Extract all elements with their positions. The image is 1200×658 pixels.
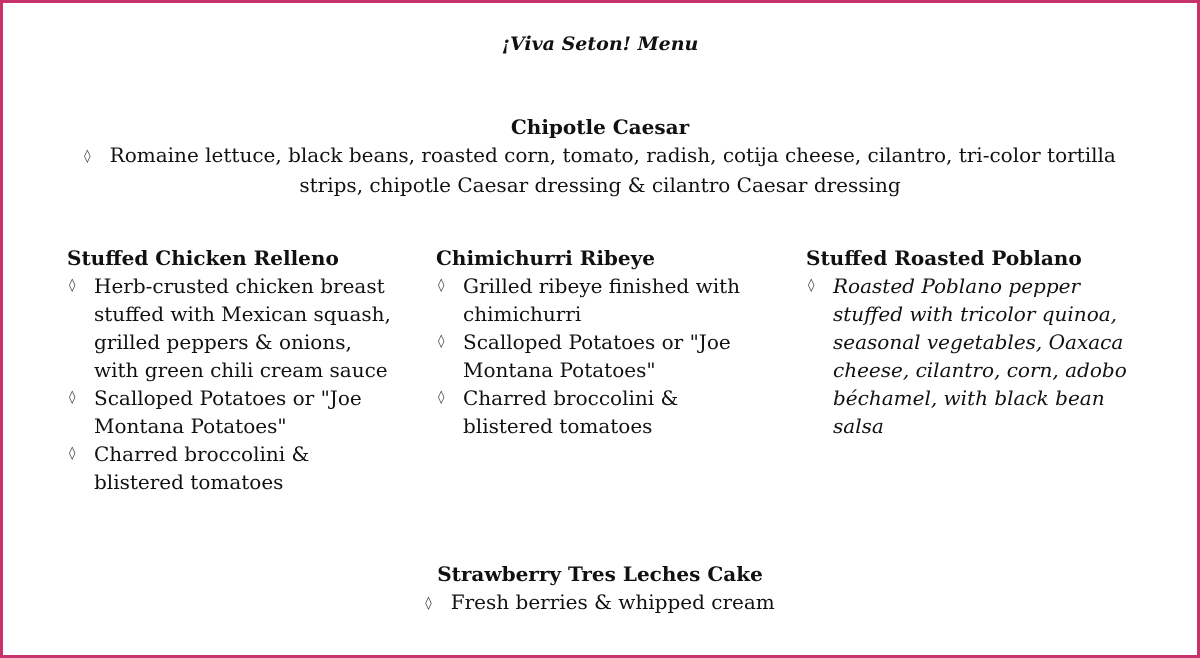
dessert-description: Fresh berries & whipped cream [450,590,775,614]
salad-description: Romaine lettuce, black beans, roasted corn, tomato, radish, cotija cheese, cilantro, tri-color tortilla strips, chipotle Caesar dressing & cilantro Caesar dressing [109,143,1116,197]
entree-column-poblano [806,244,1146,440]
entree-item-list [67,272,397,496]
diamond-bullet-icon: ◊ [438,390,445,405]
entree-item-list [806,272,1146,440]
entree-item-text: Roasted Poblano pepper stuffed with tricolor quinoa, seasonal vegetables, Oaxaca cheese, cilantro, corn, adobo béchamel, with black bean salsa [833,274,1127,438]
dessert-title: Strawberry Tres Leches Cake [437,562,763,586]
diamond-bullet-icon: ◊ [438,334,445,349]
salad-title: Chipotle Caesar [510,115,690,139]
list-item [436,384,766,440]
salad-description-line [70,141,1130,199]
entree-item-text: Charred broccolini & blistered tomatoes [463,386,679,438]
diamond-bullet-icon: ◊ [84,149,91,164]
list-item [67,272,397,384]
entree-item-text: Charred broccolini & blistered tomatoes [94,442,310,494]
diamond-bullet-icon: ◊ [69,446,76,461]
salad-section [3,113,1197,199]
list-item [436,328,766,384]
list-item [67,384,397,440]
list-item [67,440,397,496]
entree-item-list [436,272,766,440]
dessert-section [3,560,1197,618]
diamond-bullet-icon: ◊ [69,278,76,293]
entree-title: Chimichurri Ribeye [436,246,655,270]
menu-title: ¡Viva Seton! Menu [501,33,699,55]
diamond-bullet-icon: ◊ [425,596,432,611]
diamond-bullet-icon: ◊ [438,278,445,293]
entree-item-text: Herb-crusted chicken breast stuffed with Mexican squash, grilled peppers & onions, with green chili cream sauce [94,274,391,382]
entree-title: Stuffed Chicken Relleno [67,246,339,270]
diamond-bullet-icon: ◊ [69,390,76,405]
entree-item-text: Grilled ribeye finished with chimichurri [463,274,741,326]
dessert-description-line [3,588,1197,618]
list-item [436,272,766,328]
entree-item-text: Scalloped Potatoes or "Joe Montana Potatoes" [94,386,362,438]
entree-item-text: Scalloped Potatoes or "Joe Montana Potatoes" [463,330,731,382]
list-item [806,272,1146,440]
diamond-bullet-icon: ◊ [808,278,815,293]
entree-title: Stuffed Roasted Poblano [806,246,1082,270]
entree-column-chicken [67,244,397,496]
entree-column-ribeye [436,244,766,440]
